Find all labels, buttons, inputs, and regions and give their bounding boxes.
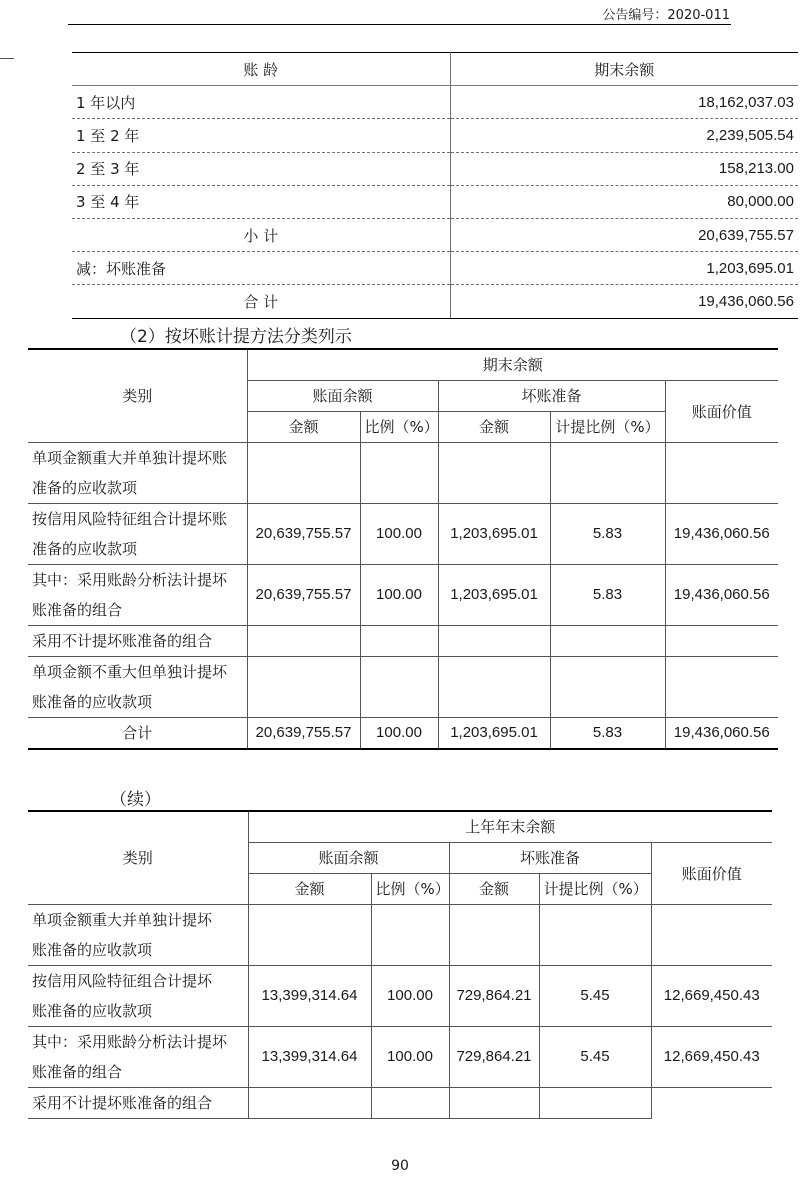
table-row [28, 905, 772, 966]
book-value-cell: 19,436,060.56 [665, 718, 778, 750]
book-value-cell [665, 626, 778, 657]
amount-cell [248, 1088, 371, 1119]
document-id: 公告编号：2020-011 [602, 8, 730, 23]
continued-label: （续） [110, 790, 161, 810]
category-header: 类别 [28, 811, 248, 905]
ratio-cell [550, 443, 665, 504]
amount-cell: 20,639,755.57 [247, 565, 360, 626]
table-row [28, 657, 778, 718]
aging-label: 1 年以内 [72, 86, 450, 119]
row-label: 采用不计提坏账准备的组合 [28, 626, 247, 657]
provision-ratio-header: 计提比例（%） [550, 412, 665, 443]
amount-header: 金额 [449, 874, 539, 905]
bad-debt-header: 坏账准备 [449, 843, 651, 874]
ratio-cell: 100.00 [371, 966, 449, 1027]
amount-cell: 13,399,314.64 [248, 1027, 371, 1088]
amount-cell [438, 657, 550, 718]
book-value-cell: 19,436,060.56 [665, 565, 778, 626]
amount-header: 金额 [248, 874, 371, 905]
row-label: 单项金额重大并单独计提坏账 准备的应收款项 [28, 443, 247, 504]
ratio-cell: 100.00 [371, 1027, 449, 1088]
table-row [28, 966, 772, 1027]
ratio-cell [360, 626, 438, 657]
aging-table [72, 52, 798, 319]
ratio-cell [550, 657, 665, 718]
book-value-cell [651, 1088, 772, 1119]
row-label: 单项金额不重大但单独计提坏 账准备的应收款项 [28, 657, 247, 718]
total-value: 19,436,060.56 [450, 285, 798, 318]
less-provision-label: 减：坏账准备 [72, 252, 450, 285]
amount-cell: 1,203,695.01 [438, 718, 550, 750]
amount-cell: 1,203,695.01 [438, 504, 550, 565]
aging-header: 账 龄 [72, 53, 450, 86]
table-row [28, 626, 778, 657]
book-value-cell [651, 905, 772, 966]
book-value-header: 账面价值 [651, 843, 772, 905]
ratio-cell [360, 443, 438, 504]
amount-cell: 729,864.21 [449, 966, 539, 1027]
table-row [28, 504, 778, 565]
book-balance-header: 账面余额 [248, 843, 449, 874]
amount-cell [247, 443, 360, 504]
row-label: 单项金额重大并单独计提坏 账准备的应收款项 [28, 905, 248, 966]
total-label: 合 计 [72, 285, 450, 318]
row-label: 按信用风险特征组合计提坏账 准备的应收款项 [28, 504, 247, 565]
aging-label: 1 至 2 年 [72, 119, 450, 152]
page-number: 90 [391, 1158, 409, 1174]
amount-cell: 20,639,755.57 [247, 504, 360, 565]
table-row [28, 565, 778, 626]
amount-header: 金额 [438, 412, 550, 443]
total-row [28, 718, 778, 750]
ratio-cell [539, 1088, 651, 1119]
ratio-header: 比例（%） [371, 874, 449, 905]
period-header: 上年年末余额 [248, 811, 772, 843]
current-period-table [28, 348, 778, 750]
book-balance-header: 账面余额 [247, 381, 438, 412]
subtotal-label: 小 计 [72, 218, 450, 251]
provision-ratio-header: 计提比例（%） [539, 874, 651, 905]
period-header: 期末余额 [247, 349, 778, 381]
ratio-cell: 100.00 [360, 565, 438, 626]
amount-cell [438, 626, 550, 657]
ratio-cell [360, 657, 438, 718]
category-header: 类别 [28, 349, 247, 443]
book-value-cell [665, 657, 778, 718]
amount-cell [247, 626, 360, 657]
ratio-header: 比例（%） [360, 412, 438, 443]
aging-value: 2,239,505.54 [450, 119, 798, 152]
amount-cell: 13,399,314.64 [248, 966, 371, 1027]
amount-cell [438, 443, 550, 504]
ratio-cell [550, 626, 665, 657]
book-value-cell: 19,436,060.56 [665, 504, 778, 565]
amount-header: 金额 [247, 412, 360, 443]
row-label: 采用不计提坏账准备的组合 [28, 1088, 248, 1119]
aging-value: 158,213.00 [450, 152, 798, 185]
closing-balance-header: 期末余额 [450, 53, 798, 86]
amount-cell: 1,203,695.01 [438, 565, 550, 626]
book-value-header: 账面价值 [665, 381, 778, 443]
aging-value: 18,162,037.03 [450, 86, 798, 119]
book-value-cell [665, 443, 778, 504]
ratio-cell [371, 905, 449, 966]
table-row [28, 443, 778, 504]
ratio-cell [371, 1088, 449, 1119]
total-label: 合计 [28, 718, 247, 750]
amount-cell [247, 657, 360, 718]
aging-value: 80,000.00 [450, 185, 798, 218]
row-label: 其中：采用账龄分析法计提坏 账准备的组合 [28, 1027, 248, 1088]
row-label: 按信用风险特征组合计提坏 账准备的应收款项 [28, 966, 248, 1027]
ratio-cell: 5.83 [550, 565, 665, 626]
table-row [28, 1027, 772, 1088]
amount-cell: 729,864.21 [449, 1027, 539, 1088]
ratio-cell: 5.45 [539, 1027, 651, 1088]
table-row [28, 1088, 772, 1119]
amount-cell [449, 905, 539, 966]
ratio-cell: 5.45 [539, 966, 651, 1027]
section-title: （2）按坏账计提方法分类列示 [120, 327, 352, 347]
row-label: 其中：采用账龄分析法计提坏 账准备的组合 [28, 565, 247, 626]
prior-year-table [28, 810, 772, 1119]
aging-label: 3 至 4 年 [72, 185, 450, 218]
header-rule [68, 24, 731, 25]
margin-mark [0, 58, 14, 59]
amount-cell: 20,639,755.57 [247, 718, 360, 750]
ratio-cell: 5.83 [550, 718, 665, 750]
less-provision-value: 1,203,695.01 [450, 252, 798, 285]
bad-debt-header: 坏账准备 [438, 381, 665, 412]
amount-cell [248, 905, 371, 966]
subtotal-value: 20,639,755.57 [450, 218, 798, 251]
amount-cell [449, 1088, 539, 1119]
book-value-cell: 12,669,450.43 [651, 966, 772, 1027]
ratio-cell: 5.83 [550, 504, 665, 565]
aging-label: 2 至 3 年 [72, 152, 450, 185]
ratio-cell: 100.00 [360, 504, 438, 565]
ratio-cell: 100.00 [360, 718, 438, 750]
book-value-cell: 12,669,450.43 [651, 1027, 772, 1088]
ratio-cell [539, 905, 651, 966]
